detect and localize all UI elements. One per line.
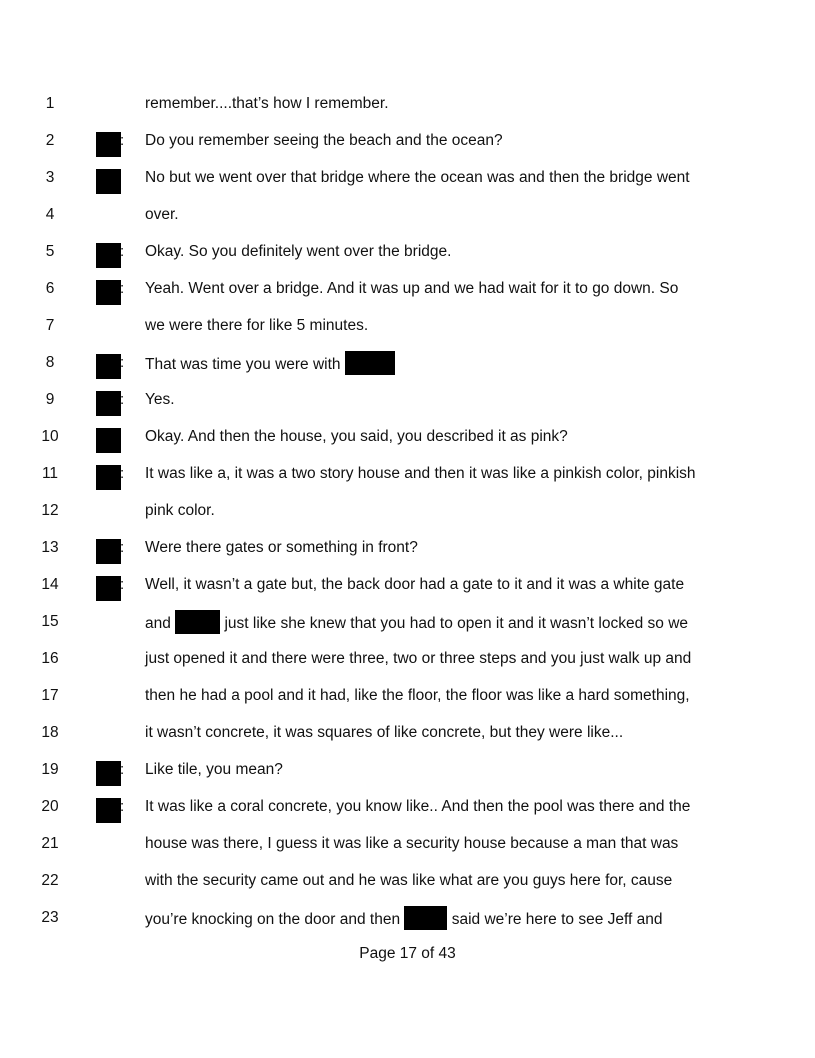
line-text: house was there, I guess it was like a security house because a man that was (145, 835, 679, 852)
speaker-colon: : (120, 761, 125, 778)
speaker-tag (96, 280, 126, 300)
speaker-tag (96, 761, 126, 781)
line-text: It was like a coral concrete, you know like.. And then the pool was there and the (145, 798, 691, 815)
speaker-colon: : (120, 576, 125, 593)
line-text: Well, it wasn’t a gate but, the back door had a gate to it and it was a white gate (145, 576, 685, 593)
line-text-segment: just like she knew that you had to open it and it wasn’t locked so we (220, 615, 689, 632)
line-number: 7 (45, 317, 55, 334)
transcript-line (0, 758, 815, 782)
speaker-colon: : (120, 280, 125, 297)
speaker-tag (96, 465, 126, 485)
line-number: 1 (45, 95, 55, 112)
line-text (145, 610, 688, 636)
transcript-line (0, 351, 815, 375)
speaker-tag (96, 169, 126, 189)
line-number: 15 (41, 613, 59, 630)
redacted-speaker-block (96, 428, 121, 453)
line-text: Okay. So you definitely went over the bridge. (145, 243, 452, 260)
transcript-line (0, 462, 815, 486)
line-number: 12 (41, 502, 59, 519)
transcript-line (0, 610, 815, 634)
redacted-speaker-block (96, 539, 121, 564)
speaker-colon: : (120, 539, 125, 556)
line-text-segment: and (145, 615, 176, 632)
redacted-speaker-block (96, 169, 121, 194)
line-number: 20 (41, 798, 59, 815)
redacted-speaker-block (96, 354, 121, 379)
redacted-speaker-block (96, 243, 121, 268)
line-number: 17 (41, 687, 59, 704)
speaker-tag (96, 798, 126, 818)
speaker-tag (96, 576, 126, 596)
redacted-speaker-block (96, 465, 121, 490)
speaker-colon: : (120, 243, 125, 260)
transcript-line (0, 129, 815, 153)
line-text-segment: That was time you were with (145, 356, 345, 373)
transcript-line (0, 203, 815, 227)
speaker-colon: : (120, 798, 125, 815)
line-number: 22 (41, 872, 59, 889)
line-text (145, 351, 395, 377)
line-text: over. (145, 206, 179, 223)
line-text: Were there gates or something in front? (145, 539, 418, 556)
speaker-tag (96, 428, 126, 448)
redacted-speaker-block (96, 761, 121, 786)
line-text: It was like a, it was a two story house and then it was like a pinkish color, pinkish (145, 465, 696, 482)
redacted-speaker-block (96, 576, 121, 601)
line-number: 4 (45, 206, 55, 223)
line-number: 14 (41, 576, 59, 593)
redaction-block (404, 906, 447, 930)
line-number: 8 (45, 354, 55, 371)
transcript-line (0, 166, 815, 190)
speaker-tag (96, 132, 126, 152)
line-number: 19 (41, 761, 59, 778)
line-text: Okay. And then the house, you said, you described it as pink? (145, 428, 568, 445)
transcript-line (0, 388, 815, 412)
line-number: 23 (41, 909, 59, 926)
speaker-colon: : (120, 132, 125, 149)
speaker-colon: : (120, 354, 125, 371)
transcript-line (0, 832, 815, 856)
page-footer (0, 944, 815, 964)
transcript-line (0, 684, 815, 708)
line-text: Like tile, you mean? (145, 761, 283, 778)
speaker-tag (96, 391, 126, 411)
line-number: 9 (45, 391, 55, 408)
line-text: it wasn’t concrete, it was squares of like concrete, but they were like... (145, 724, 624, 741)
line-text: Yeah. Went over a bridge. And it was up and we had wait for it to go down. So (145, 280, 679, 297)
line-number: 10 (41, 428, 59, 445)
line-text: then he had a pool and it had, like the floor, the floor was like a hard something, (145, 687, 690, 704)
speaker-colon: : (120, 465, 125, 482)
line-number: 6 (45, 280, 55, 297)
line-number: 21 (41, 835, 59, 852)
transcript-line (0, 795, 815, 819)
line-text: Yes. (145, 391, 175, 408)
speaker-tag (96, 539, 126, 559)
line-text: No but we went over that bridge where the ocean was and then the bridge went (145, 169, 690, 186)
speaker-tag (96, 354, 126, 374)
redacted-speaker-block (96, 798, 121, 823)
line-number: 18 (41, 724, 59, 741)
transcript-line (0, 499, 815, 523)
line-text-segment: said we’re here to see Jeff and (447, 911, 663, 928)
transcript-line (0, 869, 815, 893)
transcript-line (0, 721, 815, 745)
line-text: pink color. (145, 502, 215, 519)
transcript-line (0, 277, 815, 301)
line-number: 3 (45, 169, 55, 186)
line-number: 2 (45, 132, 55, 149)
transcript-line (0, 647, 815, 671)
transcript-line (0, 240, 815, 264)
redacted-speaker-block (96, 132, 121, 157)
line-number: 11 (41, 465, 59, 482)
redaction-block (175, 610, 220, 634)
line-text: with the security came out and he was like what are you guys here for, cause (145, 872, 673, 889)
redacted-speaker-block (96, 280, 121, 305)
line-text: Do you remember seeing the beach and the ocean? (145, 132, 503, 149)
line-text (145, 906, 663, 932)
speaker-colon: : (120, 391, 125, 408)
transcript-line (0, 573, 815, 597)
page-number-label: Page 17 of 43 (359, 945, 456, 962)
transcript-line (0, 314, 815, 338)
line-text-segment: you’re knocking on the door and then (145, 911, 405, 928)
speaker-tag (96, 243, 126, 263)
transcript-line (0, 92, 815, 116)
redaction-block (345, 351, 395, 375)
transcript-line (0, 906, 815, 930)
line-text: remember....that’s how I remember. (145, 95, 389, 112)
redacted-speaker-block (96, 391, 121, 416)
transcript-line (0, 425, 815, 449)
line-number: 16 (41, 650, 59, 667)
line-text: we were there for like 5 minutes. (145, 317, 369, 334)
line-number: 13 (41, 539, 59, 556)
line-text: just opened it and there were three, two or three steps and you just walk up and (145, 650, 692, 667)
transcript-line (0, 536, 815, 560)
line-number: 5 (45, 243, 55, 260)
